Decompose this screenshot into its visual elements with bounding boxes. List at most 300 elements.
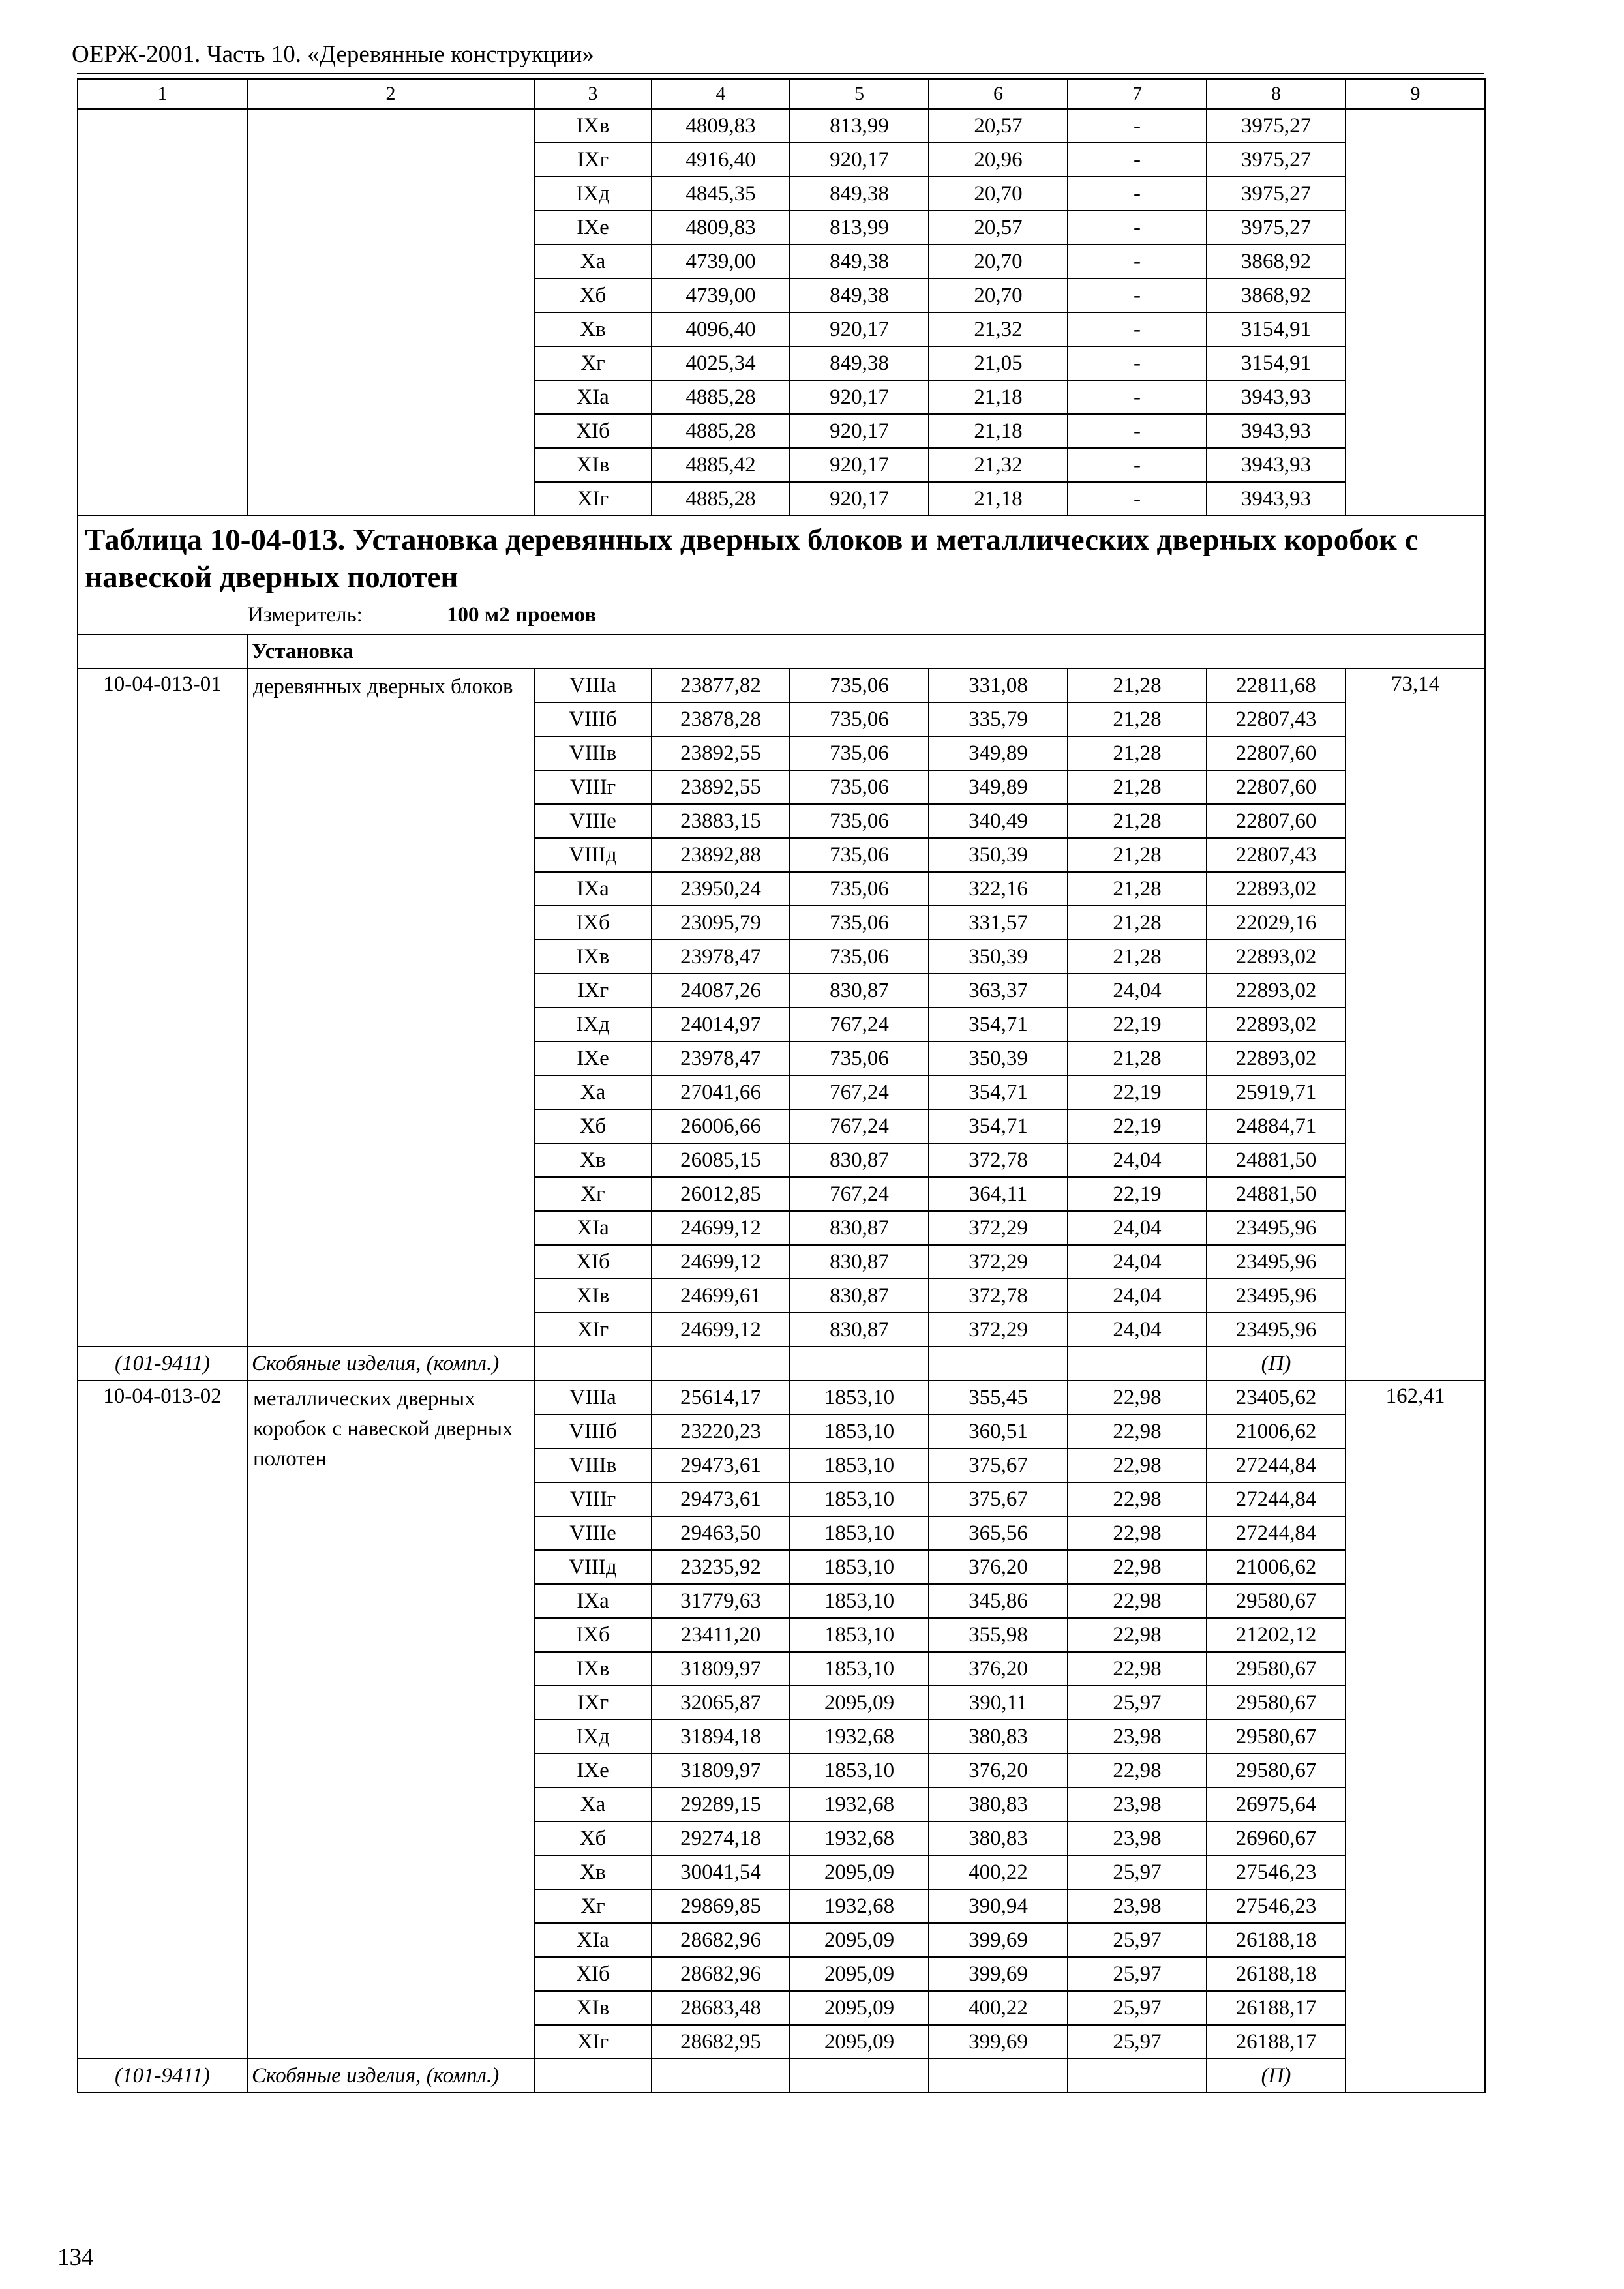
code-cell-empty <box>78 109 247 516</box>
value-cell: 27244,84 <box>1207 1448 1346 1482</box>
value-cell: 830,87 <box>790 1313 929 1347</box>
value-cell: IXг <box>534 1686 652 1720</box>
value-cell: 22807,60 <box>1207 770 1346 804</box>
value-cell: 767,24 <box>790 1075 929 1109</box>
value-cell: 920,17 <box>790 448 929 482</box>
measure-line <box>85 601 1478 629</box>
value-cell: 32065,87 <box>652 1686 790 1720</box>
value-cell: 29869,85 <box>652 1889 790 1923</box>
value-cell: 23877,82 <box>652 668 790 702</box>
value-cell: 22893,02 <box>1207 872 1346 906</box>
column-number-cell: 7 <box>1068 79 1207 109</box>
value-cell: XIа <box>534 380 652 414</box>
value-cell: 21,18 <box>929 380 1068 414</box>
table-title-row <box>78 516 1485 635</box>
rate-desc-cell <box>247 668 534 1347</box>
value-cell: 830,87 <box>790 1143 929 1177</box>
value-cell: 29473,61 <box>652 1448 790 1482</box>
value-cell: 4739,00 <box>652 245 790 278</box>
value-cell: 372,78 <box>929 1143 1068 1177</box>
value-cell: 767,24 <box>790 1109 929 1143</box>
value-cell: 335,79 <box>929 702 1068 736</box>
value-cell: IXе <box>534 1754 652 1788</box>
section-row <box>78 635 1485 668</box>
value-cell: Xв <box>534 1143 652 1177</box>
value-cell: IXв <box>534 1652 652 1686</box>
value-cell: 400,22 <box>929 1991 1068 2025</box>
value-cell: 21,05 <box>929 346 1068 380</box>
value-cell: 920,17 <box>790 312 929 346</box>
empty-cell <box>790 1347 929 1381</box>
value-cell: 390,11 <box>929 1686 1068 1720</box>
value-cell: 29580,67 <box>1207 1720 1346 1754</box>
column-number-cell: 8 <box>1207 79 1346 109</box>
value-cell: 349,89 <box>929 736 1068 770</box>
table-row <box>78 668 1485 702</box>
value-cell: 24,04 <box>1068 974 1207 1008</box>
value-cell: - <box>1068 346 1207 380</box>
value-cell: 23,98 <box>1068 1720 1207 1754</box>
value-cell: 21,28 <box>1068 906 1207 940</box>
value-cell: 23095,79 <box>652 906 790 940</box>
value-cell: 23,98 <box>1068 1889 1207 1923</box>
table-title: Таблица 10-04-013. Установка деревянных дверных блоков и металлических дверных коробок с навеской дверных полотен <box>85 523 1419 594</box>
value-cell: 354,71 <box>929 1008 1068 1041</box>
value-cell: 4025,34 <box>652 346 790 380</box>
labor-cost-cell <box>1346 1381 1485 2093</box>
value-cell: 322,16 <box>929 872 1068 906</box>
value-cell: 25,97 <box>1068 1957 1207 1991</box>
value-cell: 20,70 <box>929 245 1068 278</box>
value-cell: 1853,10 <box>790 1754 929 1788</box>
measure-label: Измеритель: <box>248 603 363 627</box>
value-cell: 21006,62 <box>1207 1414 1346 1448</box>
value-cell: 27244,84 <box>1207 1482 1346 1516</box>
value-cell: IXб <box>534 1618 652 1652</box>
value-cell: 380,83 <box>929 1720 1068 1754</box>
value-cell: IXб <box>534 906 652 940</box>
value-cell: 3868,92 <box>1207 278 1346 312</box>
material-code: (101-9411) <box>78 2059 247 2093</box>
value-cell: 22,19 <box>1068 1008 1207 1041</box>
value-cell: 920,17 <box>790 380 929 414</box>
value-cell: XIв <box>534 1279 652 1313</box>
value-cell: IXд <box>534 177 652 211</box>
material-col8: (П) <box>1207 2059 1346 2093</box>
value-cell: 363,37 <box>929 974 1068 1008</box>
value-cell: - <box>1068 177 1207 211</box>
value-cell: 22893,02 <box>1207 974 1346 1008</box>
table-row <box>78 109 1485 143</box>
value-cell: VIIIв <box>534 736 652 770</box>
value-cell: - <box>1068 380 1207 414</box>
value-cell: 28682,95 <box>652 2025 790 2059</box>
empty-cell <box>652 2059 790 2093</box>
value-cell: - <box>1068 245 1207 278</box>
value-cell: 4809,83 <box>652 211 790 245</box>
column-number-cell: 5 <box>790 79 929 109</box>
empty-cell <box>790 2059 929 2093</box>
value-cell: 830,87 <box>790 1279 929 1313</box>
value-cell: - <box>1068 312 1207 346</box>
value-cell: 380,83 <box>929 1788 1068 1821</box>
material-code: (101-9411) <box>78 1347 247 1381</box>
value-cell: 3975,27 <box>1207 109 1346 143</box>
material-col8: (П) <box>1207 1347 1346 1381</box>
value-cell: IXд <box>534 1720 652 1754</box>
page-number: 134 <box>57 2244 94 2271</box>
value-cell: 23495,96 <box>1207 1211 1346 1245</box>
value-cell: 26085,15 <box>652 1143 790 1177</box>
value-cell: 28682,96 <box>652 1957 790 1991</box>
value-cell: 4885,28 <box>652 380 790 414</box>
value-cell: 350,39 <box>929 940 1068 974</box>
value-cell: 2095,09 <box>790 1686 929 1720</box>
section-empty-cell <box>78 635 247 668</box>
value-cell: 372,29 <box>929 1211 1068 1245</box>
value-cell: 372,29 <box>929 1313 1068 1347</box>
value-cell: 24699,61 <box>652 1279 790 1313</box>
value-cell: 350,39 <box>929 838 1068 872</box>
value-cell: 3975,27 <box>1207 143 1346 177</box>
value-cell: 24699,12 <box>652 1211 790 1245</box>
value-cell: 372,78 <box>929 1279 1068 1313</box>
value-cell: 24884,71 <box>1207 1109 1346 1143</box>
empty-cell <box>1068 1347 1207 1381</box>
value-cell: 21,28 <box>1068 838 1207 872</box>
measure-value: 100 м2 проемов <box>447 603 597 627</box>
value-cell: Xг <box>534 1177 652 1211</box>
value-cell: 27041,66 <box>652 1075 790 1109</box>
value-cell: XIб <box>534 1245 652 1279</box>
value-cell: 399,69 <box>929 1957 1068 1991</box>
value-cell: XIв <box>534 1991 652 2025</box>
value-cell: 25,97 <box>1068 1855 1207 1889</box>
value-cell: 735,06 <box>790 838 929 872</box>
value-cell: 23878,28 <box>652 702 790 736</box>
value-cell: VIIIб <box>534 1414 652 1448</box>
value-cell: 24699,12 <box>652 1313 790 1347</box>
price-table <box>77 78 1486 2093</box>
value-cell: 24,04 <box>1068 1211 1207 1245</box>
page-header: ОЕРЖ-2001. Часть 10. «Деревянные конструкции» <box>72 41 594 68</box>
value-cell: 3868,92 <box>1207 245 1346 278</box>
value-cell: 25,97 <box>1068 1686 1207 1720</box>
value-cell: Xг <box>534 346 652 380</box>
value-cell: 1853,10 <box>790 1414 929 1448</box>
value-cell: VIIIв <box>534 1448 652 1482</box>
value-cell: 24,04 <box>1068 1313 1207 1347</box>
value-cell: 21006,62 <box>1207 1550 1346 1584</box>
value-cell: Xв <box>534 312 652 346</box>
value-cell: 375,67 <box>929 1482 1068 1516</box>
value-cell: 735,06 <box>790 804 929 838</box>
value-cell: 3943,93 <box>1207 448 1346 482</box>
value-cell: 340,49 <box>929 804 1068 838</box>
value-cell: IXе <box>534 211 652 245</box>
value-cell: 22029,16 <box>1207 906 1346 940</box>
value-cell: 26188,18 <box>1207 1923 1346 1957</box>
value-cell: 29580,67 <box>1207 1584 1346 1618</box>
empty-cell <box>1068 2059 1207 2093</box>
value-cell: 3943,93 <box>1207 380 1346 414</box>
value-cell: 375,67 <box>929 1448 1068 1482</box>
value-cell: 26975,64 <box>1207 1788 1346 1821</box>
value-cell: 23892,88 <box>652 838 790 872</box>
value-cell: 360,51 <box>929 1414 1068 1448</box>
value-cell: 24087,26 <box>652 974 790 1008</box>
value-cell: 31809,97 <box>652 1754 790 1788</box>
value-cell: 735,06 <box>790 770 929 804</box>
value-cell: 21,28 <box>1068 872 1207 906</box>
column-number-cell: 4 <box>652 79 790 109</box>
value-cell: VIIIг <box>534 1482 652 1516</box>
value-cell: 20,70 <box>929 278 1068 312</box>
value-cell: 23495,96 <box>1207 1279 1346 1313</box>
value-cell: 20,70 <box>929 177 1068 211</box>
value-cell: 4739,00 <box>652 278 790 312</box>
value-cell: Xб <box>534 278 652 312</box>
value-cell: 1853,10 <box>790 1550 929 1584</box>
value-cell: 345,86 <box>929 1584 1068 1618</box>
value-cell: 28683,48 <box>652 1991 790 2025</box>
value-cell: 849,38 <box>790 177 929 211</box>
value-cell: 349,89 <box>929 770 1068 804</box>
value-cell: 31894,18 <box>652 1720 790 1754</box>
value-cell: 23495,96 <box>1207 1313 1346 1347</box>
value-cell: 22,98 <box>1068 1618 1207 1652</box>
value-cell: - <box>1068 278 1207 312</box>
value-cell: 21,28 <box>1068 770 1207 804</box>
value-cell: 24,04 <box>1068 1279 1207 1313</box>
value-cell: 24881,50 <box>1207 1143 1346 1177</box>
empty-cell <box>652 1347 790 1381</box>
value-cell: 22893,02 <box>1207 1008 1346 1041</box>
column-number-cell: 6 <box>929 79 1068 109</box>
value-cell: 22807,60 <box>1207 736 1346 770</box>
value-cell: VIIIе <box>534 804 652 838</box>
empty-cell <box>929 2059 1068 2093</box>
material-row <box>78 2059 1485 2093</box>
value-cell: 2095,09 <box>790 1957 929 1991</box>
value-cell: 2095,09 <box>790 1855 929 1889</box>
value-cell: 22,98 <box>1068 1754 1207 1788</box>
value-cell: 735,06 <box>790 940 929 974</box>
rate-description: деревянных дверных блоков <box>253 675 513 698</box>
value-cell: Xа <box>534 245 652 278</box>
value-cell: 21,28 <box>1068 1041 1207 1075</box>
value-cell: 20,57 <box>929 211 1068 245</box>
value-cell: VIIIе <box>534 1516 652 1550</box>
value-cell: 364,11 <box>929 1177 1068 1211</box>
value-cell: 22893,02 <box>1207 1041 1346 1075</box>
value-cell: 23950,24 <box>652 872 790 906</box>
rate-code: 10-04-013-01 <box>103 672 222 696</box>
value-cell: 380,83 <box>929 1821 1068 1855</box>
value-cell: Xб <box>534 1109 652 1143</box>
value-cell: 25919,71 <box>1207 1075 1346 1109</box>
value-cell: 23411,20 <box>652 1618 790 1652</box>
value-cell: 1932,68 <box>790 1821 929 1855</box>
value-cell: 21,18 <box>929 482 1068 516</box>
value-cell: 1853,10 <box>790 1448 929 1482</box>
value-cell: 4845,35 <box>652 177 790 211</box>
value-cell: 1853,10 <box>790 1516 929 1550</box>
value-cell: 23495,96 <box>1207 1245 1346 1279</box>
header-rule <box>77 73 1484 74</box>
value-cell: IXв <box>534 109 652 143</box>
value-cell: Xа <box>534 1075 652 1109</box>
value-cell: 3154,91 <box>1207 346 1346 380</box>
value-cell: 25,97 <box>1068 1923 1207 1957</box>
value-cell: 23220,23 <box>652 1414 790 1448</box>
material-row <box>78 1347 1485 1381</box>
value-cell: 376,20 <box>929 1754 1068 1788</box>
value-cell: 22,98 <box>1068 1652 1207 1686</box>
value-cell: 21,28 <box>1068 804 1207 838</box>
value-cell: - <box>1068 414 1207 448</box>
value-cell: 4885,42 <box>652 448 790 482</box>
value-cell: 26012,85 <box>652 1177 790 1211</box>
value-cell: 830,87 <box>790 1211 929 1245</box>
value-cell: 26006,66 <box>652 1109 790 1143</box>
value-cell: 28682,96 <box>652 1923 790 1957</box>
value-cell: 24,04 <box>1068 1143 1207 1177</box>
value-cell: 4885,28 <box>652 414 790 448</box>
labor-cost-cell <box>1346 668 1485 1381</box>
value-cell: 29580,67 <box>1207 1754 1346 1788</box>
value-cell: 331,57 <box>929 906 1068 940</box>
value-cell: Xа <box>534 1788 652 1821</box>
value-cell: 29289,15 <box>652 1788 790 1821</box>
value-cell: 23978,47 <box>652 1041 790 1075</box>
empty-cell <box>534 1347 652 1381</box>
value-cell: 22,98 <box>1068 1550 1207 1584</box>
value-cell: 399,69 <box>929 2025 1068 2059</box>
value-cell: 26960,67 <box>1207 1821 1346 1855</box>
value-cell: 365,56 <box>929 1516 1068 1550</box>
value-cell: 735,06 <box>790 736 929 770</box>
value-cell: 23978,47 <box>652 940 790 974</box>
value-cell: 3975,27 <box>1207 211 1346 245</box>
value-cell: XIб <box>534 1957 652 1991</box>
value-cell: 22,19 <box>1068 1109 1207 1143</box>
value-cell: 22807,43 <box>1207 838 1346 872</box>
value-cell: 767,24 <box>790 1008 929 1041</box>
value-cell: 735,06 <box>790 668 929 702</box>
value-cell: 22,98 <box>1068 1414 1207 1448</box>
value-cell: Xг <box>534 1889 652 1923</box>
column-number-cell: 2 <box>247 79 534 109</box>
value-cell: 23405,62 <box>1207 1381 1346 1414</box>
value-cell: - <box>1068 482 1207 516</box>
value-cell: 22811,68 <box>1207 668 1346 702</box>
value-cell: XIг <box>534 2025 652 2059</box>
col9-cell-empty <box>1346 109 1485 516</box>
rate-code-cell <box>78 1381 247 2059</box>
value-cell: 26188,17 <box>1207 1991 1346 2025</box>
value-cell: VIIIа <box>534 668 652 702</box>
value-cell: 22,98 <box>1068 1516 1207 1550</box>
value-cell: 355,45 <box>929 1381 1068 1414</box>
value-cell: 22,98 <box>1068 1448 1207 1482</box>
value-cell: 920,17 <box>790 143 929 177</box>
value-cell: 735,06 <box>790 1041 929 1075</box>
value-cell: 376,20 <box>929 1652 1068 1686</box>
value-cell: 830,87 <box>790 974 929 1008</box>
value-cell: 27546,23 <box>1207 1889 1346 1923</box>
value-cell: 920,17 <box>790 414 929 448</box>
value-cell: 1932,68 <box>790 1720 929 1754</box>
value-cell: XIг <box>534 482 652 516</box>
value-cell: 24014,97 <box>652 1008 790 1041</box>
value-cell: 23892,55 <box>652 770 790 804</box>
value-cell: IXе <box>534 1041 652 1075</box>
table-row <box>78 1381 1485 1414</box>
value-cell: VIIIг <box>534 770 652 804</box>
value-cell: 23235,92 <box>652 1550 790 1584</box>
empty-cell <box>929 1347 1068 1381</box>
value-cell: 26188,18 <box>1207 1957 1346 1991</box>
value-cell: 354,71 <box>929 1075 1068 1109</box>
value-cell: 849,38 <box>790 278 929 312</box>
value-cell: IXа <box>534 1584 652 1618</box>
value-cell: VIIIа <box>534 1381 652 1414</box>
value-cell: 29463,50 <box>652 1516 790 1550</box>
value-cell: 22,98 <box>1068 1584 1207 1618</box>
value-cell: - <box>1068 448 1207 482</box>
value-cell: 27244,84 <box>1207 1516 1346 1550</box>
value-cell: 21,18 <box>929 414 1068 448</box>
value-cell: - <box>1068 109 1207 143</box>
value-cell: VIIIд <box>534 838 652 872</box>
labor-cost: 162,41 <box>1385 1384 1445 1408</box>
value-cell: 22,19 <box>1068 1075 1207 1109</box>
value-cell: 24,04 <box>1068 1245 1207 1279</box>
value-cell: IXг <box>534 974 652 1008</box>
value-cell: 1853,10 <box>790 1652 929 1686</box>
value-cell: 31809,97 <box>652 1652 790 1686</box>
value-cell: 21,28 <box>1068 702 1207 736</box>
value-cell: 735,06 <box>790 872 929 906</box>
value-cell: 30041,54 <box>652 1855 790 1889</box>
value-cell: 399,69 <box>929 1923 1068 1957</box>
value-cell: 20,96 <box>929 143 1068 177</box>
value-cell: 4096,40 <box>652 312 790 346</box>
value-cell: 1932,68 <box>790 1788 929 1821</box>
value-cell: 1932,68 <box>790 1889 929 1923</box>
value-cell: 355,98 <box>929 1618 1068 1652</box>
value-cell: 3975,27 <box>1207 177 1346 211</box>
value-cell: 920,17 <box>790 482 929 516</box>
value-cell: IXд <box>534 1008 652 1041</box>
value-cell: 2095,09 <box>790 2025 929 2059</box>
column-number-cell: 9 <box>1346 79 1485 109</box>
value-cell: 29580,67 <box>1207 1686 1346 1720</box>
value-cell: 21,28 <box>1068 736 1207 770</box>
value-cell: VIIIд <box>534 1550 652 1584</box>
value-cell: 331,08 <box>929 668 1068 702</box>
value-cell: 22,98 <box>1068 1482 1207 1516</box>
value-cell: 1853,10 <box>790 1618 929 1652</box>
column-number-cell: 1 <box>78 79 247 109</box>
value-cell: 25,97 <box>1068 1991 1207 2025</box>
value-cell: 2095,09 <box>790 1991 929 2025</box>
value-cell: IXв <box>534 940 652 974</box>
value-cell: 1853,10 <box>790 1381 929 1414</box>
value-cell: 1853,10 <box>790 1584 929 1618</box>
value-cell: XIв <box>534 448 652 482</box>
